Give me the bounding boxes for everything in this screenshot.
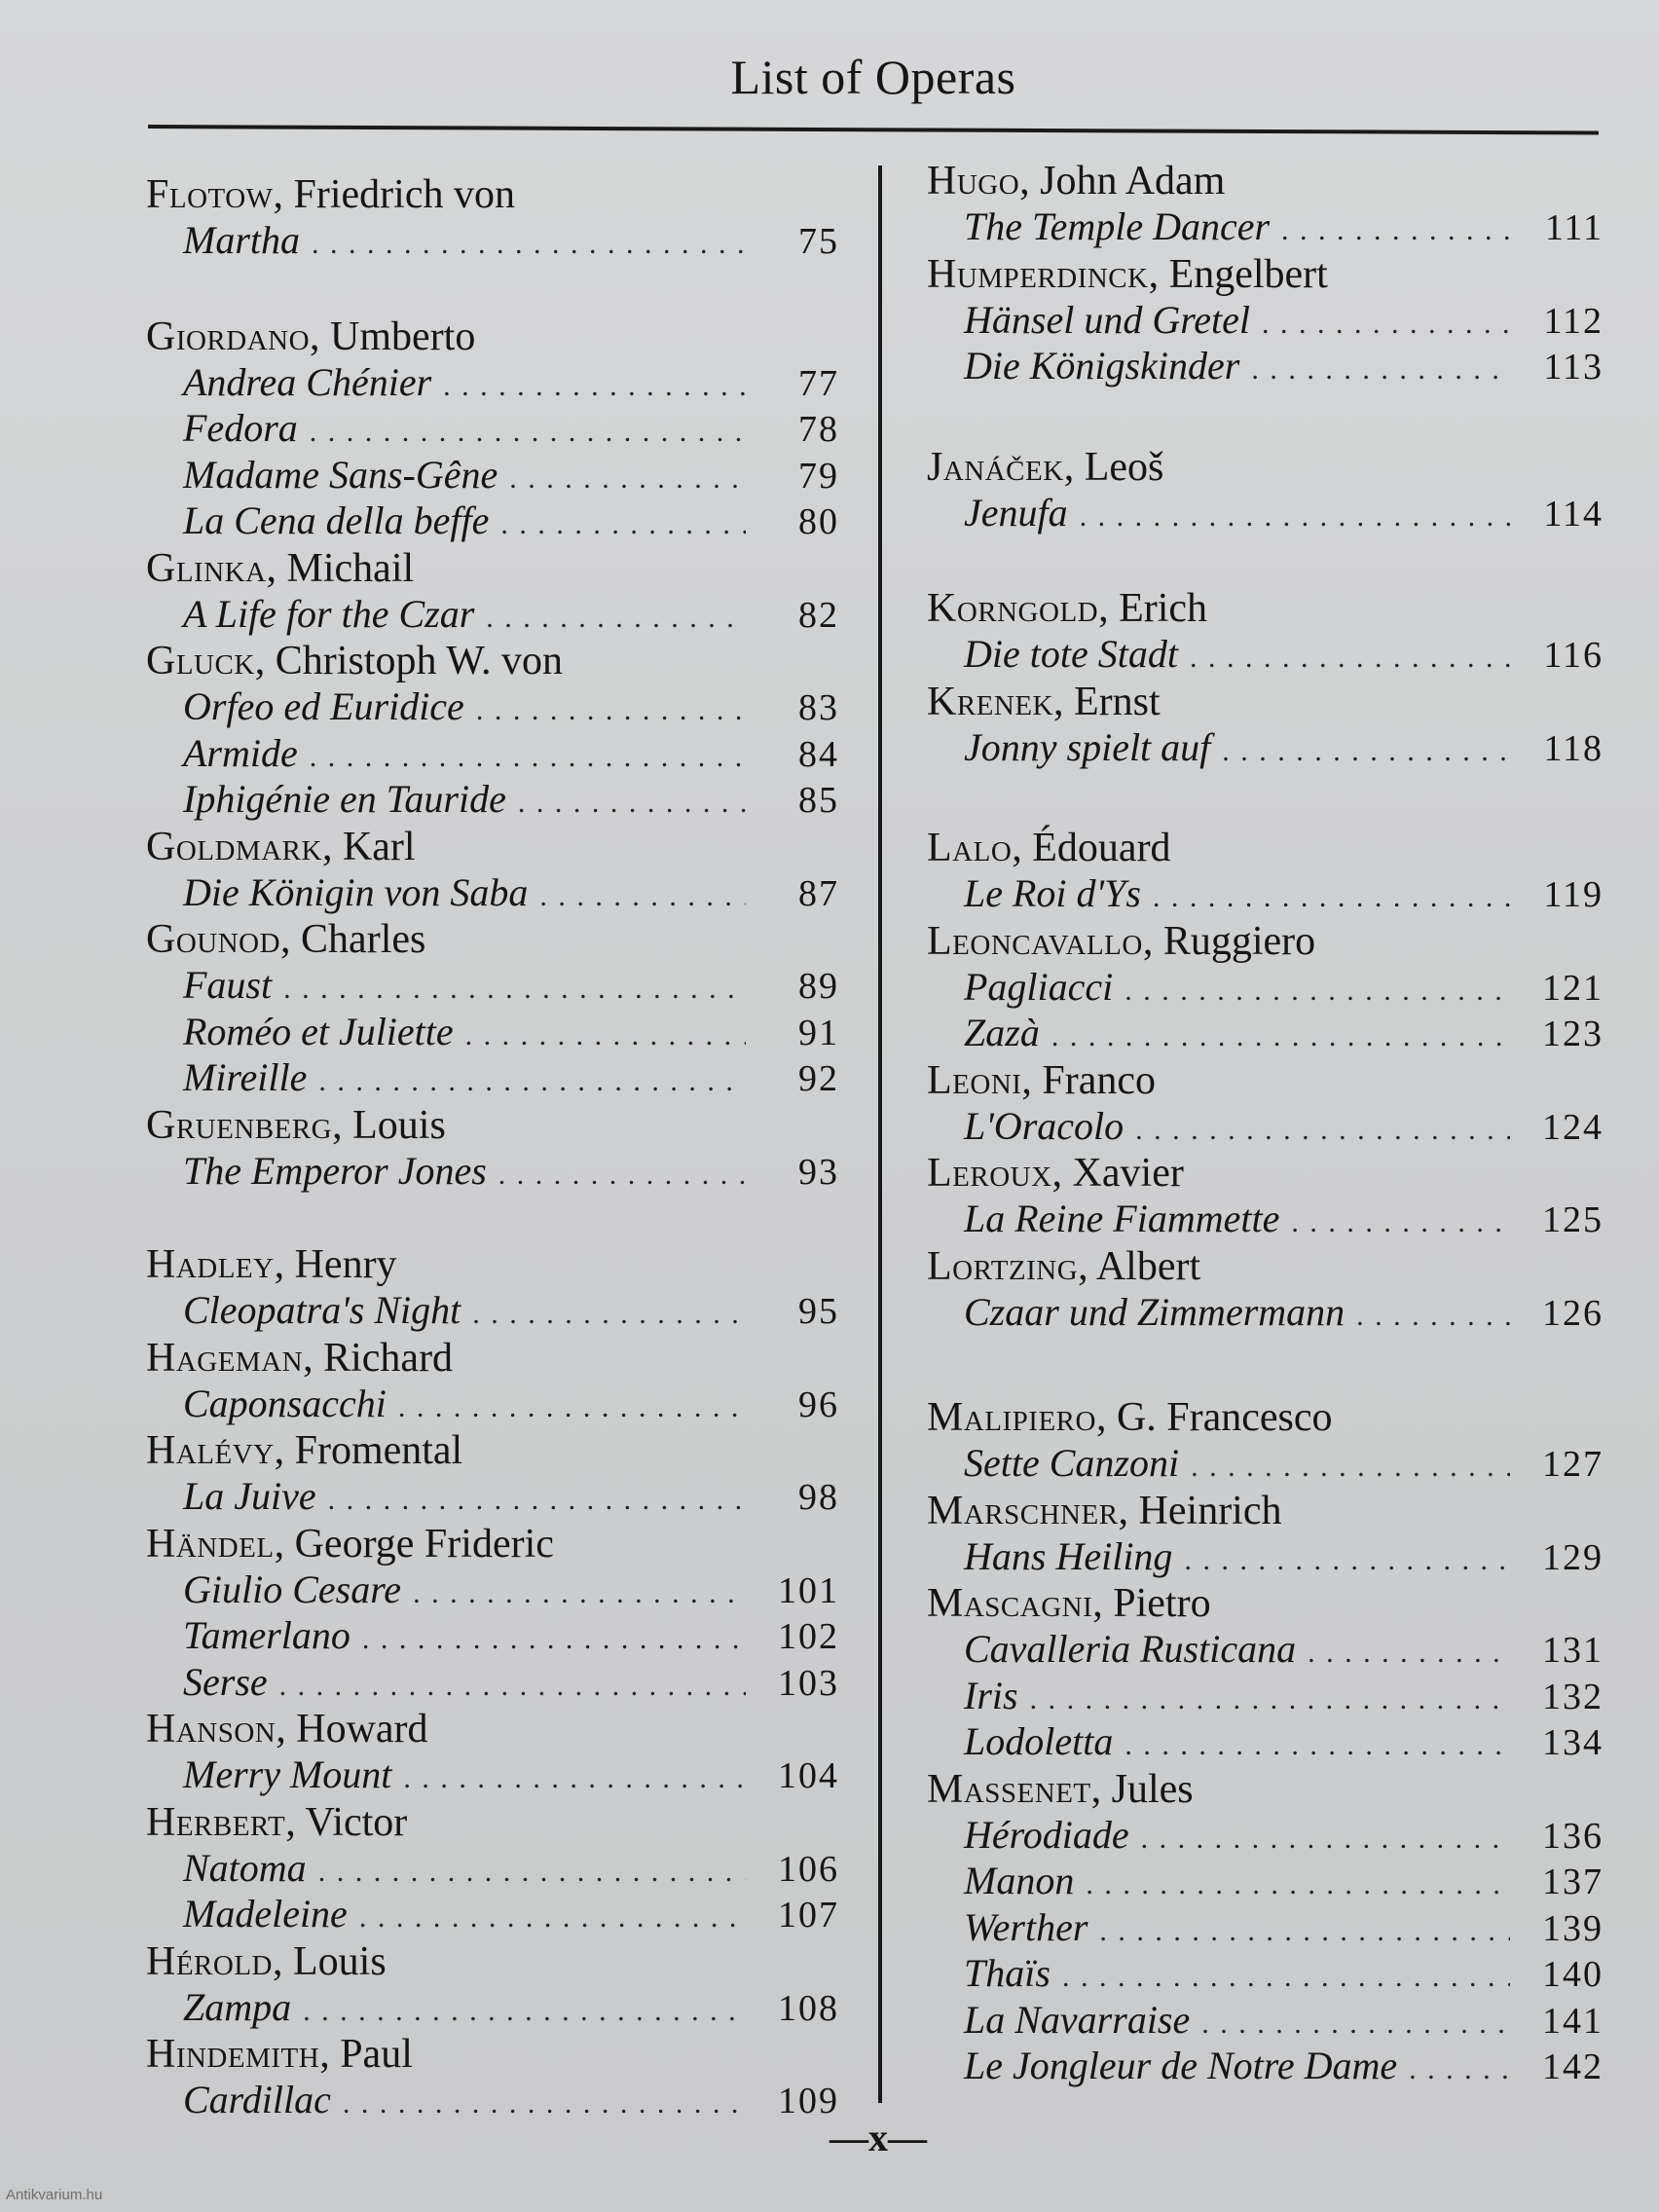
opera-page-number: 140 xyxy=(1542,1954,1604,1995)
composer-heading xyxy=(146,916,425,963)
dot-leader xyxy=(1308,1631,1510,1676)
opera-page-number: 131 xyxy=(1542,1630,1604,1671)
opera-page-number: 112 xyxy=(1543,300,1604,342)
opera-entry xyxy=(964,1859,1604,1903)
page-number: —x— xyxy=(830,2116,927,2159)
opera-entry xyxy=(964,1197,1604,1241)
composer-heading xyxy=(927,1243,1200,1290)
opera-page-number: 95 xyxy=(798,1291,839,1332)
composer-given-name: , Albert xyxy=(1078,1243,1201,1289)
opera-page-number: 124 xyxy=(1542,1106,1604,1148)
opera-page-number: 96 xyxy=(798,1383,839,1425)
opera-title: Die Königin von Saba xyxy=(183,869,529,914)
opera-page-number: 137 xyxy=(1542,1862,1604,1902)
opera-entry xyxy=(964,1813,1604,1858)
dot-leader xyxy=(1135,1108,1510,1153)
opera-entry xyxy=(183,1985,839,2030)
composer-given-name: , Leoš xyxy=(1063,444,1164,490)
dot-leader xyxy=(312,222,746,267)
opera-title: Zazà xyxy=(964,1011,1040,1054)
dot-leader xyxy=(1191,1445,1510,1490)
composer-heading xyxy=(927,251,1328,298)
composer-heading xyxy=(927,1766,1194,1813)
opera-title: La Navarraise xyxy=(964,1997,1191,2042)
dot-leader xyxy=(310,735,746,780)
column-divider xyxy=(878,166,882,2103)
title-rule xyxy=(148,125,1599,135)
composer-surname: Hanson xyxy=(146,1707,276,1751)
composer-given-name: , George Frideric xyxy=(274,1521,554,1567)
opera-entry xyxy=(964,1011,1604,1055)
composer-given-name: , Engelbert xyxy=(1148,251,1328,297)
opera-page-number: 82 xyxy=(798,594,839,636)
opera-page-number: 108 xyxy=(778,1987,839,2029)
dot-leader xyxy=(465,1014,746,1058)
opera-page-number: 127 xyxy=(1542,1444,1604,1485)
opera-page-number: 142 xyxy=(1542,2046,1604,2087)
dot-leader xyxy=(283,967,746,1012)
composer-heading xyxy=(146,2031,413,2078)
opera-title: Sette Canzoni xyxy=(964,1441,1180,1485)
composer-given-name: , Louis xyxy=(332,1102,446,1148)
opera-page-number: 126 xyxy=(1542,1292,1604,1334)
composer-given-name: , Michail xyxy=(266,545,415,591)
composer-heading xyxy=(927,918,1315,965)
opera-entry xyxy=(964,1719,1604,1764)
opera-entry xyxy=(183,870,839,915)
dot-leader xyxy=(362,1617,746,1662)
opera-entry xyxy=(183,1474,839,1519)
opera-page-number: 107 xyxy=(778,1895,839,1936)
opera-page-number: 136 xyxy=(1542,1815,1604,1857)
opera-page-number: 91 xyxy=(798,1012,839,1053)
dot-leader xyxy=(303,1989,746,2034)
composer-given-name: , Heinrich xyxy=(1118,1488,1282,1533)
opera-entry xyxy=(183,1149,839,1194)
dot-leader xyxy=(443,364,746,409)
opera-page-number: 85 xyxy=(798,780,839,821)
composer-given-name: , Umberto xyxy=(310,313,476,359)
opera-entry xyxy=(964,1534,1604,1579)
opera-entry xyxy=(183,1567,839,1612)
opera-entry xyxy=(183,498,839,543)
composer-surname: Gluck xyxy=(146,639,255,683)
composer-surname: Halévy xyxy=(146,1428,275,1473)
opera-page-number: 102 xyxy=(778,1616,839,1657)
opera-page-number: 119 xyxy=(1543,874,1604,915)
opera-entry xyxy=(183,731,839,776)
opera-page-number: 134 xyxy=(1542,1722,1604,1763)
dot-leader xyxy=(1201,2002,1510,2046)
opera-entry xyxy=(183,963,839,1008)
opera-title: Serse xyxy=(183,1659,268,1704)
composer-surname: Korngold xyxy=(927,586,1099,631)
composer-heading xyxy=(927,158,1225,204)
opera-title: Le Jongleur de Notre Dame xyxy=(964,2044,1398,2087)
composer-surname: Leroux xyxy=(927,1151,1052,1196)
opera-title: L'Oracolo xyxy=(964,1103,1124,1148)
dot-leader xyxy=(1184,1538,1510,1583)
dot-leader xyxy=(310,410,746,455)
composer-given-name: , Karl xyxy=(321,824,416,869)
composer-heading xyxy=(146,1427,462,1474)
composer-heading xyxy=(146,545,414,592)
composer-heading xyxy=(927,1488,1282,1534)
composer-surname: Krenek xyxy=(927,679,1053,724)
watermark: Antikvarium.hu xyxy=(6,2187,103,2203)
opera-page-number: 109 xyxy=(778,2081,839,2121)
composer-surname: Herbert xyxy=(146,1799,286,1845)
opera-page-number: 139 xyxy=(1542,1907,1604,1949)
composer-given-name: , Louis xyxy=(273,1938,387,1984)
opera-entry xyxy=(183,1055,839,1100)
dot-leader xyxy=(1251,348,1510,392)
dot-leader xyxy=(500,502,746,547)
dot-leader xyxy=(413,1571,746,1616)
composer-heading xyxy=(146,313,475,360)
composer-surname: Gounod xyxy=(146,917,281,962)
opera-page-number: 132 xyxy=(1542,1676,1604,1717)
composer-given-name: , G. Francesco xyxy=(1095,1395,1333,1440)
composer-heading xyxy=(927,1057,1156,1104)
opera-page-number: 98 xyxy=(798,1477,839,1518)
opera-title: Jonny spielt auf xyxy=(964,724,1211,769)
composer-surname: Giordano xyxy=(146,313,311,359)
composer-heading xyxy=(927,679,1161,725)
opera-title: Fedora xyxy=(183,406,298,450)
opera-entry xyxy=(964,491,1604,535)
composer-surname: Hérold xyxy=(146,1938,273,1984)
dot-leader xyxy=(1291,1200,1510,1245)
composer-heading xyxy=(927,825,1171,871)
composer-surname: Humperdinck xyxy=(927,251,1149,297)
composer-heading xyxy=(146,1241,397,1288)
opera-title: Werther xyxy=(964,1904,1088,1949)
opera-title: Hänsel und Gretel xyxy=(964,297,1251,342)
dot-leader xyxy=(509,457,746,501)
opera-entry xyxy=(964,344,1604,388)
opera-page-number: 116 xyxy=(1543,635,1604,676)
opera-entry xyxy=(183,777,839,822)
composer-heading xyxy=(146,1521,554,1567)
dot-leader xyxy=(398,1385,746,1430)
composer-heading xyxy=(146,638,563,684)
opera-title: Lodoletta xyxy=(964,1719,1114,1763)
opera-title: La Cena della beffe xyxy=(183,498,490,542)
dot-leader xyxy=(1153,875,1510,920)
composer-surname: Lortzing xyxy=(927,1243,1079,1289)
composer-surname: Hindemith xyxy=(146,2032,320,2077)
dot-leader xyxy=(318,1059,746,1104)
composer-given-name: , Ernst xyxy=(1053,679,1161,724)
opera-title: Iphigénie en Tauride xyxy=(183,777,506,821)
composer-given-name: , Paul xyxy=(319,2032,413,2077)
opera-entry xyxy=(964,204,1604,249)
opera-title: Die tote Stadt xyxy=(964,632,1178,676)
opera-entry xyxy=(183,684,839,729)
opera-title: Natoma xyxy=(183,1845,307,1890)
composer-heading xyxy=(146,1938,387,1985)
dot-leader xyxy=(328,1478,746,1523)
opera-title: Faust xyxy=(183,963,273,1007)
opera-page-number: 114 xyxy=(1543,493,1604,535)
dot-leader xyxy=(1141,1817,1510,1862)
opera-page-number: 89 xyxy=(798,966,839,1007)
opera-entry xyxy=(183,1752,839,1797)
opera-entry xyxy=(183,1382,839,1426)
opera-entry xyxy=(183,453,839,498)
opera-page-number: 93 xyxy=(798,1151,839,1193)
composer-heading xyxy=(146,1102,446,1149)
opera-entry xyxy=(183,1288,839,1333)
composer-given-name: , Pietro xyxy=(1092,1581,1211,1626)
opera-title: Pagliacci xyxy=(964,964,1114,1009)
composer-heading xyxy=(927,585,1207,632)
opera-title: Le Roi d'Ys xyxy=(964,871,1141,915)
composer-surname: Glinka xyxy=(146,545,267,591)
dot-leader xyxy=(1099,1909,1510,1954)
dot-leader xyxy=(359,1896,746,1940)
opera-page-number: 79 xyxy=(798,455,839,497)
opera-page-number: 78 xyxy=(798,409,839,450)
opera-title: Cavalleria Rusticana xyxy=(964,1627,1297,1671)
composer-surname: Leoncavallo xyxy=(927,918,1143,964)
opera-page-number: 106 xyxy=(778,1848,839,1890)
opera-entry xyxy=(964,1674,1604,1718)
dot-leader xyxy=(1080,495,1510,539)
composer-surname: Hugo xyxy=(927,159,1020,203)
opera-title: Cleopatra's Night xyxy=(183,1288,461,1332)
opera-title: Madame Sans-Gêne xyxy=(183,452,498,497)
opera-entry xyxy=(183,1892,839,1936)
opera-title: Andrea Chénier xyxy=(183,359,432,404)
opera-page-number: 75 xyxy=(798,221,839,262)
opera-page-number: 80 xyxy=(798,501,839,542)
dot-leader xyxy=(518,781,746,826)
opera-page-number: 125 xyxy=(1542,1199,1604,1240)
dot-leader xyxy=(1051,1014,1510,1059)
composer-given-name: , Édouard xyxy=(1012,826,1171,870)
composer-given-name: , Ruggiero xyxy=(1142,918,1316,964)
opera-entry xyxy=(183,360,839,405)
opera-title: Czaar und Zimmermann xyxy=(964,1289,1346,1334)
dot-leader xyxy=(486,596,746,641)
opera-page-number: 87 xyxy=(798,872,839,914)
opera-title: Merry Mount xyxy=(183,1752,392,1796)
opera-title: Iris xyxy=(964,1673,1018,1717)
composer-surname: Händel xyxy=(146,1521,275,1567)
opera-entry xyxy=(183,1846,839,1891)
opera-title: Hans Heiling xyxy=(964,1533,1173,1578)
opera-page-number: 141 xyxy=(1542,2000,1604,2042)
opera-title: Manon xyxy=(964,1859,1075,1902)
composer-heading xyxy=(927,1394,1333,1441)
opera-title: Giulio Cesare xyxy=(183,1567,402,1611)
opera-title: Armide xyxy=(183,730,298,775)
opera-page-number: 113 xyxy=(1543,347,1604,387)
composer-given-name: , Richard xyxy=(303,1335,454,1381)
dot-leader xyxy=(1062,1955,1510,2000)
opera-entry xyxy=(964,725,1604,770)
composer-given-name: , Jules xyxy=(1090,1766,1194,1812)
opera-entry xyxy=(183,1613,839,1658)
opera-entry xyxy=(183,592,839,637)
composer-surname: Hadley xyxy=(146,1242,275,1287)
dot-leader xyxy=(1124,1723,1510,1768)
opera-title: A Life for the Czar xyxy=(183,591,475,636)
composer-given-name: , Xavier xyxy=(1051,1151,1184,1196)
dot-leader xyxy=(498,1153,746,1198)
opera-title: Zampa xyxy=(183,1984,292,2029)
opera-title: The Emperor Jones xyxy=(183,1148,487,1193)
composer-heading xyxy=(927,1580,1211,1627)
opera-entry xyxy=(964,871,1604,916)
opera-entry xyxy=(964,1290,1604,1335)
opera-title: Caponsacchi xyxy=(183,1381,387,1425)
dot-leader xyxy=(1262,302,1510,347)
opera-entry xyxy=(183,406,839,451)
opera-title: Orfeo ed Euridice xyxy=(183,684,464,728)
composer-heading xyxy=(146,1706,428,1752)
opera-entry xyxy=(964,1951,1604,1996)
dot-leader xyxy=(279,1664,746,1709)
page-title: List of Operas xyxy=(730,50,1016,104)
opera-page-number: 77 xyxy=(798,362,839,404)
dot-leader xyxy=(472,1292,746,1337)
opera-title: The Temple Dancer xyxy=(964,204,1271,248)
composer-given-name: , Howard xyxy=(276,1707,428,1751)
opera-entry xyxy=(183,218,839,263)
opera-entry xyxy=(964,298,1604,343)
opera-entry xyxy=(964,1627,1604,1672)
composer-heading xyxy=(146,1799,407,1846)
composer-given-name: , John Adam xyxy=(1019,159,1226,203)
opera-title: Thaïs xyxy=(964,1951,1051,1995)
composer-surname: Marschner xyxy=(927,1488,1119,1533)
composer-surname: Mascagni xyxy=(927,1581,1093,1626)
composer-surname: Goldmark xyxy=(146,824,322,869)
composer-given-name: , Fromental xyxy=(274,1428,463,1473)
opera-title: Cardillac xyxy=(183,2078,331,2121)
opera-page-number: 83 xyxy=(798,687,839,728)
composer-surname: Janáček xyxy=(927,444,1064,490)
dot-leader xyxy=(1409,2047,1510,2092)
composer-given-name: , Franco xyxy=(1021,1057,1157,1103)
composer-surname: Flotow xyxy=(146,172,274,217)
opera-title: Die Königskinder xyxy=(964,344,1240,387)
opera-page-number: 101 xyxy=(778,1569,839,1611)
composer-given-name: , Christoph W. von xyxy=(254,639,563,683)
opera-entry xyxy=(964,965,1604,1010)
opera-title: Martha xyxy=(183,218,300,262)
composer-given-name: , Henry xyxy=(274,1242,397,1287)
opera-title: Jenufa xyxy=(964,490,1068,535)
dot-leader xyxy=(1190,636,1510,681)
opera-page-number: 104 xyxy=(778,1755,839,1796)
opera-title: Madeleine xyxy=(183,1892,348,1936)
opera-title: Tamerlano xyxy=(183,1613,350,1657)
opera-title: La Reine Fiammette xyxy=(964,1197,1280,1240)
dot-leader xyxy=(1086,1862,1510,1907)
dot-leader xyxy=(1356,1294,1510,1339)
dot-leader xyxy=(476,688,746,733)
dot-leader xyxy=(403,1756,746,1801)
composer-heading xyxy=(146,171,515,218)
composer-surname: Gruenberg xyxy=(146,1102,333,1148)
opera-page-number: 123 xyxy=(1542,1014,1604,1054)
composer-surname: Hageman xyxy=(146,1335,304,1381)
opera-title: Mireille xyxy=(183,1055,308,1099)
dot-leader xyxy=(1124,969,1510,1014)
opera-entry xyxy=(964,1441,1604,1486)
opera-entry xyxy=(964,1905,1604,1950)
composer-heading xyxy=(927,444,1163,491)
composer-heading xyxy=(927,1150,1184,1197)
opera-page-number: 111 xyxy=(1544,207,1604,248)
composer-given-name: , Charles xyxy=(280,917,426,962)
dot-leader xyxy=(318,1850,746,1895)
opera-entry xyxy=(964,1104,1604,1149)
opera-entry xyxy=(964,632,1604,677)
composer-heading xyxy=(146,1335,453,1382)
composer-surname: Malipiero xyxy=(927,1395,1096,1440)
composer-surname: Leoni xyxy=(927,1057,1022,1103)
dot-leader xyxy=(1222,729,1510,774)
opera-page-number: 84 xyxy=(798,733,839,775)
opera-page-number: 118 xyxy=(1543,727,1604,769)
composer-heading xyxy=(146,824,416,870)
opera-entry xyxy=(964,2044,1604,2088)
composer-surname: Lalo xyxy=(927,826,1013,870)
opera-entry xyxy=(964,1998,1604,2043)
dot-leader xyxy=(1281,208,1510,253)
dot-leader xyxy=(1030,1677,1510,1722)
opera-page-number: 103 xyxy=(778,1662,839,1704)
opera-title: La Juive xyxy=(183,1474,316,1518)
opera-entry xyxy=(183,1010,839,1054)
opera-page-number: 129 xyxy=(1542,1536,1604,1578)
composer-given-name: , Friedrich von xyxy=(273,172,515,217)
opera-page-number: 121 xyxy=(1542,967,1604,1009)
composer-given-name: , Erich xyxy=(1098,586,1208,631)
composer-given-name: , Victor xyxy=(285,1799,408,1845)
dot-leader xyxy=(539,874,746,919)
opera-page-number: 92 xyxy=(798,1058,839,1099)
composer-surname: Massenet xyxy=(927,1766,1091,1812)
opera-entry xyxy=(183,1660,839,1705)
opera-title: Roméo et Juliette xyxy=(183,1009,454,1053)
opera-title: Hérodiade xyxy=(964,1812,1129,1857)
